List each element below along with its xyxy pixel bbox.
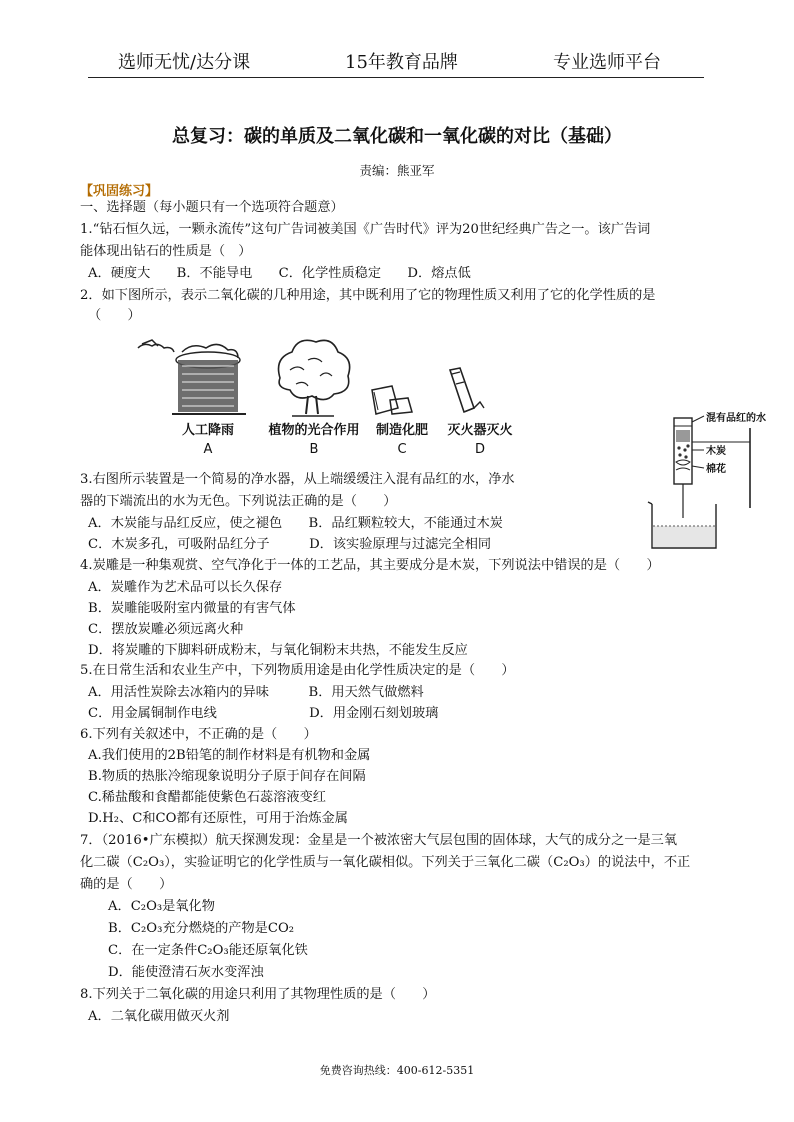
question-3-line-2: 器的下端流出的水为无色。下列说法正确的是（ ） — [80, 494, 397, 509]
page-header — [0, 48, 794, 78]
tree-image — [279, 340, 350, 416]
header-divider — [88, 77, 704, 78]
caption-a: 人工降雨 — [181, 423, 235, 438]
question-6-option-a: A.我们使用的2B铅笔的制作材料是有机物和金属 — [88, 748, 371, 763]
question-4-option-d: D．将炭雕的下脚料研成粉末，与氧化铜粉末共热，不能发生反应 — [88, 643, 468, 658]
question-1-options: A．硬度大 B．不能导电 C．化学性质稳定 D．熔点低 — [88, 266, 471, 281]
artificial-rain-image — [138, 340, 246, 414]
question-4: 4.炭雕是一种集观赏、空气净化于一体的工艺品，其主要成分是木炭，下列说法中错误的是（ ） — [80, 558, 660, 573]
question-6-option-c: C.稀盐酸和食醋都能使紫色石蕊溶液变红 — [88, 790, 326, 805]
question-1-line-1: 1.“钻石恒久远，一颗永流传”这句广告词被美国《广告时代》评为20世纪经典广告之一。该广告词 — [80, 222, 651, 237]
co2-uses-figure — [120, 330, 540, 460]
question-7-option-a: A．C₂O₃是氧化物 — [108, 899, 215, 914]
header-left: 选师无忧/达分课 — [118, 52, 251, 73]
letter-d: D — [474, 442, 486, 457]
water-purifier-figure — [640, 408, 790, 558]
question-7-line-2: 化二碳（C₂O₃），实验证明它的化学性质与一氧化碳相似。下列关于三氧化二碳（C₂O₃）的说法中，不正 — [80, 855, 691, 870]
header-center: 15年教育品牌 — [345, 52, 458, 73]
header-right: 专业选师平台 — [553, 52, 661, 73]
fire-extinguisher-image — [450, 368, 484, 412]
page-title: 总复习：碳的单质及二氧化碳和一氧化碳的对比（基础） — [172, 126, 622, 147]
question-6: 6.下列有关叙述中，不正确的是（ ） — [80, 727, 317, 742]
question-5: 5.在日常生活和农业生产中，下列物质用途是由化学性质决定的是（ ） — [80, 663, 515, 678]
letter-c: C — [397, 442, 407, 457]
question-6-option-d: D.H₂、C和CO都有还原性，可用于治炼金属 — [88, 811, 348, 826]
question-4-option-b: B．炭雕能吸附室内微量的有害气体 — [88, 601, 296, 616]
letter-a: A — [203, 442, 213, 457]
question-2-line-1: 2．如下图所示，表示二氧化碳的几种用途，其中既利用了它的物理性质又利用了它的化学性质的是 — [80, 288, 656, 303]
caption-b: 植物的光合作用 — [268, 423, 360, 438]
section-tag: 【巩固练习】 — [80, 184, 159, 199]
question-7-option-b: B．C₂O₃充分燃烧的产物是CO₂ — [108, 921, 295, 936]
part-heading: 一、选择题（每小题只有一个选项符合题意） — [80, 200, 344, 215]
question-5-options-cd: C．用金属铜制作电线 D．用金刚石刻划玻璃 — [88, 706, 439, 721]
question-7-option-d: D．能使澄清石灰水变浑浊 — [108, 965, 264, 980]
letter-b: B — [309, 442, 319, 457]
page-footer: 免费咨询热线：400-612-5351 — [319, 1064, 475, 1077]
question-7-option-c: C．在一定条件C₂O₃能还原氧化铁 — [108, 943, 308, 958]
label-dyed-water: 混有品红的水 — [706, 413, 766, 424]
question-7-line-3: 确的是（ ） — [80, 877, 173, 892]
question-1-line-2: 能体现出钻石的性质是（ ） — [80, 244, 252, 259]
caption-c: 制造化肥 — [375, 423, 429, 438]
question-8: 8.下列关于二氧化碳的用途只利用了其物理性质的是（ ） — [80, 987, 436, 1002]
question-3-options-cd: C．木炭多孔，可吸附品红分子 D．该实验原理与过滤完全相同 — [88, 537, 492, 552]
question-6-option-b: B.物质的热胀冷缩现象说明分子原于间存在间隔 — [88, 769, 366, 784]
question-5-options-ab: A．用活性炭除去冰箱内的异味 B．用天然气做燃料 — [88, 685, 424, 700]
label-charcoal: 木炭 — [706, 446, 726, 457]
question-2-line-2: （ ） — [88, 308, 141, 323]
caption-d: 灭火器灭火 — [447, 423, 513, 438]
question-7-line-1: 7．（2016•广东模拟）航天探测发现：金星是一个被浓密大气层包围的固体球，大气的成分之一是三氧 — [80, 833, 678, 848]
question-4-option-a: A．炭雕作为艺术品可以长久保存 — [88, 580, 283, 595]
question-8-option-a: A．二氧化碳用做灭火剂 — [88, 1009, 230, 1024]
fertilizer-bag-image — [372, 386, 412, 414]
question-3-options-ab: A．木炭能与品红反应，使之褪色 B．品红颗粒较大，不能通过木炭 — [88, 516, 503, 531]
question-3-line-1: 3.右图所示装置是一个简易的净水器，从上端缓缓注入混有品红的水，净水 — [80, 472, 515, 487]
label-cotton: 棉花 — [706, 464, 726, 475]
editor-credit: 责编：熊亚军 — [359, 163, 435, 178]
question-4-option-c: C．摆放炭雕必须远离火种 — [88, 622, 244, 637]
